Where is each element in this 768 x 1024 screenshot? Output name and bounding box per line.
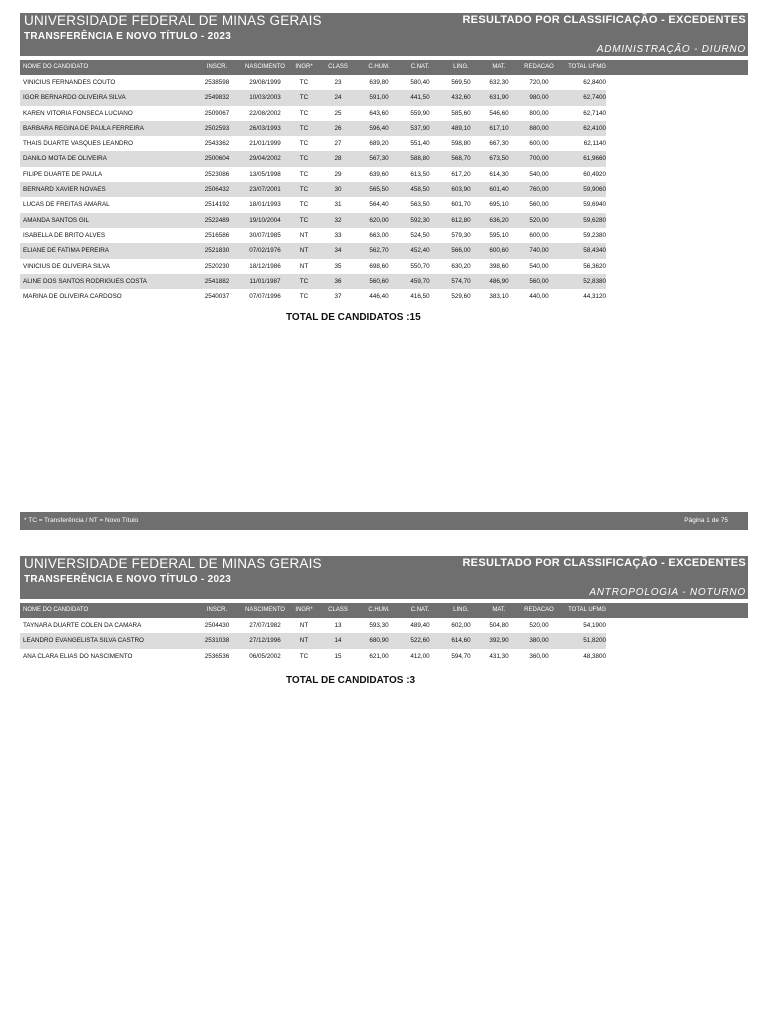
header-inscription: INSCR.	[206, 607, 228, 613]
cell-birth-date: 21/01/1999	[249, 140, 281, 148]
cell-birth-date: 19/10/2004	[249, 216, 281, 224]
cell-candidate-name: VINICIUS FERNANDES COUTO	[23, 79, 116, 86]
cell-candidate-name: FILIPE DUARTE DE PAULA	[23, 170, 103, 178]
header-candidate-name: NOME DO CANDIDATO	[23, 607, 89, 613]
table-row	[20, 274, 606, 289]
header-inscription: INSCR.	[206, 64, 228, 70]
cell-inscription: 2514192	[204, 201, 230, 209]
cell-score-natural-sciences: 537,90	[410, 124, 430, 132]
cell-score-math: 504,80	[489, 622, 509, 629]
report-subtitle: TRANSFERÊNCIA E NOVO TÍTULO - 2023	[24, 574, 232, 585]
cell-score-natural-sciences: 441,50	[410, 94, 430, 102]
cell-inscription: 2523086	[204, 170, 230, 178]
cell-score-languages: 601,70	[451, 201, 471, 209]
cell-score-total: 60,4920	[583, 170, 606, 178]
cell-birth-date: 10/03/2003	[249, 94, 281, 102]
cell-score-natural-sciences: 522,60	[410, 637, 430, 645]
cell-score-languages: 574,70	[451, 277, 471, 285]
cell-entry-type: TC	[299, 201, 309, 209]
table-header	[20, 60, 748, 75]
cell-score-languages: 579,30	[451, 231, 471, 239]
header-entry-type: INGR*	[295, 64, 313, 70]
cell-score-humanities: 596,40	[369, 124, 389, 132]
cell-score-languages: 566,00	[451, 247, 471, 255]
cell-inscription: 2521830	[204, 247, 230, 255]
cell-candidate-name: MARINA DE OLIVEIRA CARDOSO	[23, 293, 122, 301]
table-row	[20, 618, 606, 633]
table-header	[20, 603, 748, 618]
footer-note: * TC = Transferência / NT = Novo Título	[24, 517, 139, 524]
cell-birth-date: 27/12/1996	[249, 637, 281, 645]
cell-score-languages: 585,60	[451, 109, 471, 117]
cell-birth-date: 07/02/1976	[249, 247, 281, 255]
cell-score-total: 59,2380	[583, 231, 606, 239]
cell-classification: 34	[334, 247, 342, 255]
cell-classification: 14	[334, 637, 342, 645]
cell-score-natural-sciences: 588,80	[410, 155, 430, 163]
cell-score-essay: 980,00	[529, 94, 549, 102]
cell-score-essay: 600,00	[529, 140, 549, 148]
table-row	[20, 167, 606, 182]
cell-score-math: 601,40	[489, 186, 509, 194]
cell-score-natural-sciences: 412,00	[410, 652, 430, 660]
cell-classification: 24	[334, 94, 342, 102]
cell-score-humanities: 621,00	[369, 652, 389, 660]
cell-birth-date: 29/08/1999	[249, 79, 281, 86]
cell-candidate-name: THAIS DUARTE VASQUES LEANDRO	[23, 140, 133, 148]
table-row	[20, 106, 606, 121]
cell-score-languages: 489,10	[451, 124, 471, 132]
cell-score-math: 695,10	[489, 201, 509, 209]
cell-score-natural-sciences: 458,50	[410, 186, 430, 194]
cell-candidate-name: TAYNARA DUARTE COLEN DA CAMARA	[23, 622, 142, 629]
cell-candidate-name: LEANDRO EVANGELISTA SILVA CASTRO	[23, 637, 144, 645]
table-row	[20, 289, 606, 304]
header-score-total: TOTAL UFMG	[568, 607, 606, 613]
cell-classification: 26	[334, 124, 342, 132]
cell-candidate-name: ALINE DOS SANTOS RODRIGUES COSTA	[23, 277, 147, 285]
cell-classification: 33	[334, 231, 342, 239]
cell-entry-type: TC	[299, 293, 309, 301]
header-score-languages: LING.	[453, 64, 469, 70]
header-score-humanities: C.HUM.	[368, 607, 390, 613]
cell-entry-type: TC	[299, 652, 309, 660]
cell-score-natural-sciences: 452,40	[410, 247, 430, 255]
course-name: ADMINISTRAÇÃO - DIURNO	[596, 44, 746, 55]
cell-score-humanities: 639,80	[369, 79, 389, 86]
cell-entry-type: TC	[299, 109, 309, 117]
cell-candidate-name: BERNARD XAVIER NOVAES	[23, 186, 106, 194]
cell-birth-date: 22/08/2002	[249, 109, 281, 117]
cell-score-languages: 602,00	[451, 622, 471, 629]
cell-classification: 15	[334, 652, 342, 660]
header-score-languages: LING.	[453, 607, 469, 613]
cell-candidate-name: AMANDA SANTOS GIL	[23, 216, 90, 224]
table-row	[20, 649, 606, 664]
cell-score-humanities: 643,60	[369, 109, 389, 117]
results-table	[20, 618, 606, 664]
cell-score-total: 59,9060	[583, 186, 606, 194]
cell-entry-type: NT	[299, 622, 309, 629]
cell-inscription: 2506432	[204, 186, 230, 194]
cell-inscription: 2541882	[204, 277, 230, 285]
cell-birth-date: 07/07/1996	[249, 293, 281, 301]
cell-classification: 23	[334, 79, 342, 86]
cell-classification: 31	[334, 201, 342, 209]
cell-score-essay: 880,00	[529, 124, 549, 132]
cell-entry-type: TC	[299, 124, 309, 132]
cell-score-languages: 568,70	[451, 155, 471, 163]
cell-score-total: 56,3620	[583, 262, 606, 270]
cell-birth-date: 23/07/2001	[249, 186, 281, 194]
header-score-natural-sciences: C.NAT.	[410, 607, 430, 613]
cell-inscription: 2543362	[204, 140, 230, 148]
cell-entry-type: NT	[299, 247, 309, 255]
cell-score-total: 59,6280	[583, 216, 606, 224]
cell-score-essay: 560,00	[529, 201, 549, 209]
cell-classification: 32	[334, 216, 342, 224]
cell-score-math: 486,90	[489, 277, 509, 285]
cell-score-humanities: 564,40	[369, 201, 389, 209]
cell-inscription: 2509067	[204, 109, 230, 117]
cell-score-natural-sciences: 524,50	[410, 231, 430, 239]
cell-score-humanities: 663,00	[369, 231, 389, 239]
cell-score-humanities: 565,50	[369, 186, 389, 194]
table-row	[20, 213, 606, 228]
cell-entry-type: TC	[299, 79, 309, 86]
cell-birth-date: 30/07/1985	[249, 231, 281, 239]
report-banner	[20, 13, 748, 56]
cell-birth-date: 18/12/1986	[249, 262, 281, 270]
cell-entry-type: TC	[299, 155, 309, 163]
table-row	[20, 259, 606, 274]
cell-score-natural-sciences: 592,30	[410, 216, 430, 224]
cell-birth-date: 26/03/1993	[249, 124, 281, 132]
cell-candidate-name: VINICIUS DE OLIVEIRA SILVA	[23, 262, 110, 270]
cell-score-essay: 560,00	[529, 277, 549, 285]
cell-score-languages: 603,90	[451, 186, 471, 194]
university-name: UNIVERSIDADE FEDERAL DE MINAS GERAIS	[24, 556, 322, 571]
cell-classification: 30	[334, 186, 342, 194]
cell-score-natural-sciences: 559,90	[410, 109, 430, 117]
cell-score-total: 62,4100	[583, 124, 606, 132]
cell-score-languages: 617,20	[451, 170, 471, 178]
cell-candidate-name: KAREN VITORIA FONSECA LUCIANO	[23, 109, 133, 117]
cell-inscription: 2522489	[204, 216, 230, 224]
cell-score-math: 617,10	[489, 124, 509, 132]
cell-score-languages: 594,70	[451, 652, 471, 660]
result-section-administracao	[20, 13, 748, 304]
cell-score-languages: 630,20	[451, 262, 471, 270]
cell-score-natural-sciences: 459,70	[410, 277, 430, 285]
cell-score-languages: 598,80	[451, 140, 471, 148]
cell-score-natural-sciences: 416,50	[410, 293, 430, 301]
cell-score-natural-sciences: 563,50	[410, 201, 430, 209]
header-entry-type: INGR*	[295, 607, 313, 613]
results-table	[20, 75, 606, 304]
table-row	[20, 243, 606, 258]
cell-classification: 35	[334, 262, 342, 270]
cell-score-math: 636,20	[489, 216, 509, 224]
cell-classification: 13	[334, 622, 342, 629]
cell-birth-date: 13/05/1998	[249, 170, 281, 178]
cell-score-natural-sciences: 550,70	[410, 262, 430, 270]
cell-score-humanities: 560,60	[369, 277, 389, 285]
cell-score-math: 546,60	[489, 109, 509, 117]
cell-score-math: 673,50	[489, 155, 509, 163]
header-score-natural-sciences: C.NAT.	[410, 64, 430, 70]
report-title: RESULTADO POR CLASSIFICAÇÃO - EXCEDENTES	[462, 14, 746, 26]
cell-score-humanities: 639,60	[369, 170, 389, 178]
header-score-humanities: C.HUM.	[368, 64, 390, 70]
cell-score-essay: 760,00	[529, 186, 549, 194]
cell-inscription: 2549832	[204, 94, 230, 102]
header-score-math: MAT.	[492, 64, 506, 70]
cell-score-math: 632,30	[489, 79, 509, 86]
cell-score-math: 667,30	[489, 140, 509, 148]
cell-score-math: 392,90	[489, 637, 509, 645]
cell-score-natural-sciences: 613,50	[410, 170, 430, 178]
total-candidates: TOTAL DE CANDIDATOS :3	[286, 675, 416, 686]
cell-score-languages: 612,80	[451, 216, 471, 224]
cell-entry-type: TC	[299, 94, 309, 102]
header-score-total: TOTAL UFMG	[568, 64, 606, 70]
cell-score-humanities: 689,20	[369, 140, 389, 148]
cell-score-essay: 520,00	[529, 622, 549, 629]
cell-entry-type: TC	[299, 186, 309, 194]
table-row	[20, 182, 606, 197]
cell-score-humanities: 620,00	[369, 216, 389, 224]
cell-score-total: 51,8200	[583, 637, 606, 645]
cell-score-essay: 600,00	[529, 231, 549, 239]
cell-score-essay: 700,00	[529, 155, 549, 163]
cell-score-math: 631,90	[489, 94, 509, 102]
page-footer	[20, 512, 748, 530]
cell-score-total: 59,6940	[583, 201, 606, 209]
header-score-essay: REDACAO	[524, 607, 554, 613]
cell-score-essay: 540,00	[529, 262, 549, 270]
cell-entry-type: TC	[299, 140, 309, 148]
cell-entry-type: TC	[299, 216, 309, 224]
cell-score-math: 595,10	[489, 231, 509, 239]
cell-score-humanities: 591,00	[369, 94, 389, 102]
cell-score-math: 431,30	[489, 652, 509, 660]
cell-score-total: 62,7140	[583, 109, 606, 117]
cell-birth-date: 18/01/1993	[249, 201, 281, 209]
cell-score-math: 383,10	[489, 293, 509, 301]
cell-score-humanities: 446,40	[369, 293, 389, 301]
cell-score-total: 62,1140	[583, 140, 606, 148]
table-row	[20, 151, 606, 166]
cell-score-total: 52,8380	[583, 277, 606, 285]
page-number: Página 1 de 75	[684, 517, 728, 524]
cell-score-essay: 540,00	[529, 170, 549, 178]
table-row	[20, 136, 606, 151]
cell-score-essay: 440,00	[529, 293, 549, 301]
university-name: UNIVERSIDADE FEDERAL DE MINAS GERAIS	[24, 13, 322, 28]
cell-score-humanities: 562,70	[369, 247, 389, 255]
report-banner	[20, 556, 748, 599]
cell-score-math: 600,60	[489, 247, 509, 255]
cell-inscription: 2538598	[204, 79, 230, 86]
cell-birth-date: 11/01/1987	[249, 277, 281, 285]
header-birth-date: NASCIMENTO	[245, 64, 285, 70]
cell-candidate-name: DANILO MOTA DE OLIVEIRA	[23, 155, 107, 163]
header-classification: CLASS	[328, 64, 348, 70]
cell-score-languages: 529,60	[451, 293, 471, 301]
cell-classification: 27	[334, 140, 342, 148]
table-row	[20, 75, 606, 90]
cell-score-essay: 740,00	[529, 247, 549, 255]
cell-inscription: 2504430	[204, 622, 230, 629]
cell-score-essay: 720,00	[529, 79, 549, 86]
cell-inscription: 2516586	[204, 231, 230, 239]
cell-candidate-name: IGOR BERNARDO OLIVEIRA SILVA	[23, 94, 126, 102]
cell-birth-date: 29/04/2002	[249, 155, 281, 163]
cell-inscription: 2502593	[204, 124, 230, 132]
cell-score-total: 58,4340	[583, 247, 606, 255]
cell-candidate-name: ISABELLA DE BRITO ALVES	[23, 231, 106, 239]
cell-score-natural-sciences: 551,40	[410, 140, 430, 148]
cell-score-natural-sciences: 580,40	[410, 79, 430, 86]
table-row	[20, 90, 606, 105]
cell-score-total: 48,3800	[583, 652, 606, 660]
cell-score-essay: 520,00	[529, 216, 549, 224]
cell-classification: 28	[334, 155, 342, 163]
cell-score-essay: 380,00	[529, 637, 549, 645]
header-classification: CLASS	[328, 607, 348, 613]
cell-score-languages: 569,50	[451, 79, 471, 86]
table-row	[20, 197, 606, 212]
cell-score-languages: 614,60	[451, 637, 471, 645]
cell-birth-date: 27/07/1982	[249, 622, 281, 629]
cell-score-humanities: 593,30	[369, 622, 389, 629]
cell-score-natural-sciences: 489,40	[410, 622, 430, 629]
cell-entry-type: NT	[299, 637, 309, 645]
cell-score-total: 44,3120	[583, 293, 606, 301]
header-score-math: MAT.	[492, 607, 506, 613]
cell-birth-date: 06/05/2002	[249, 652, 281, 660]
cell-score-essay: 360,00	[529, 652, 549, 660]
cell-score-total: 61,9660	[583, 155, 606, 163]
cell-inscription: 2520230	[204, 262, 230, 270]
cell-candidate-name: ANA CLARA ELIAS DO NASCIMENTO	[23, 652, 133, 660]
cell-entry-type: TC	[299, 277, 309, 285]
cell-entry-type: TC	[299, 170, 309, 178]
table-row	[20, 228, 606, 243]
cell-inscription: 2500604	[204, 155, 230, 163]
cell-classification: 25	[334, 109, 342, 117]
total-candidates: TOTAL DE CANDIDATOS :15	[286, 312, 421, 323]
cell-score-humanities: 567,30	[369, 155, 389, 163]
cell-inscription: 2531038	[204, 637, 230, 645]
cell-score-math: 398,60	[489, 262, 509, 270]
report-title: RESULTADO POR CLASSIFICAÇÃO - EXCEDENTES	[462, 557, 746, 569]
cell-classification: 29	[334, 170, 342, 178]
cell-score-total: 62,7400	[583, 94, 606, 102]
cell-candidate-name: LUCAS DE FREITAS AMARAL	[23, 201, 110, 209]
cell-entry-type: NT	[299, 262, 309, 270]
header-score-essay: REDACAO	[524, 64, 554, 70]
cell-entry-type: NT	[299, 231, 309, 239]
table-row	[20, 633, 606, 648]
table-row	[20, 121, 606, 136]
result-section-antropologia	[20, 556, 748, 664]
cell-score-humanities: 698,60	[369, 262, 389, 270]
report-subtitle: TRANSFERÊNCIA E NOVO TÍTULO - 2023	[24, 31, 232, 42]
header-birth-date: NASCIMENTO	[245, 607, 285, 613]
cell-score-humanities: 680,90	[369, 637, 389, 645]
cell-score-languages: 432,60	[451, 94, 471, 102]
cell-candidate-name: ELIANE DE FATIMA PEREIRA	[23, 247, 109, 255]
cell-inscription: 2540037	[204, 293, 230, 301]
cell-score-total: 62,8400	[583, 79, 606, 86]
cell-classification: 37	[334, 293, 342, 301]
cell-score-total: 54,1900	[583, 622, 606, 629]
cell-inscription: 2536536	[204, 652, 230, 660]
cell-classification: 36	[334, 277, 342, 285]
cell-score-math: 614,30	[489, 170, 509, 178]
cell-score-essay: 800,00	[529, 109, 549, 117]
cell-candidate-name: BARBARA REGINA DE PAULA FERREIRA	[23, 124, 144, 132]
course-name: ANTROPOLOGIA - NOTURNO	[589, 587, 746, 598]
header-candidate-name: NOME DO CANDIDATO	[23, 64, 89, 70]
